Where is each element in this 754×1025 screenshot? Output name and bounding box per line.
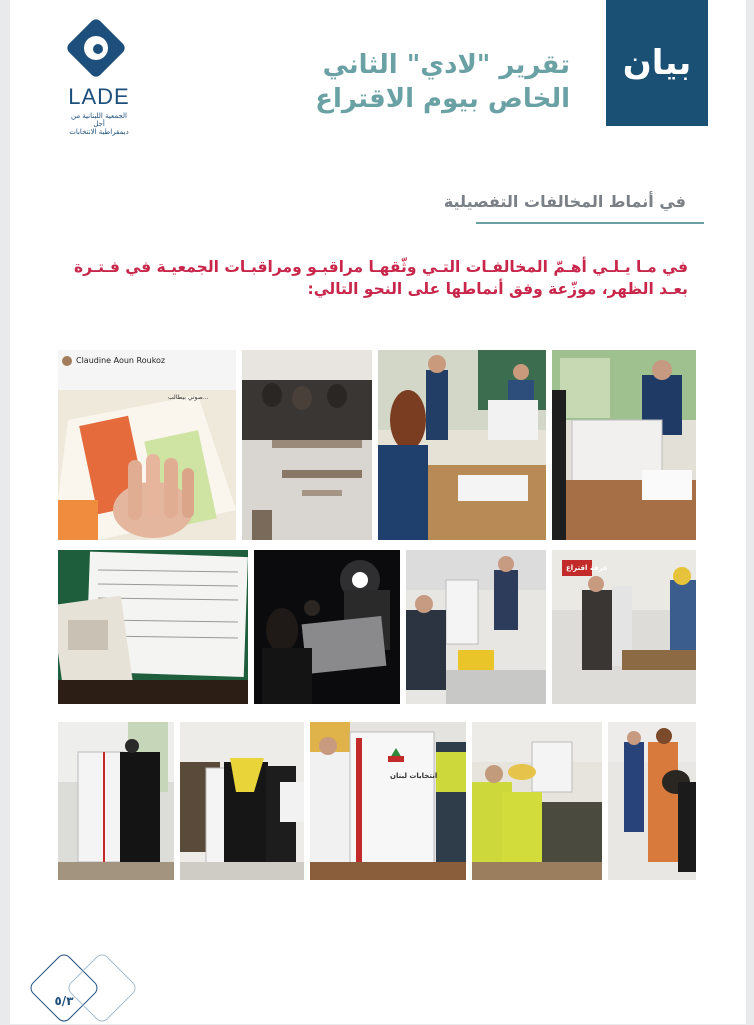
section-divider: [476, 222, 704, 224]
photo-ballot-box-table: [552, 350, 696, 540]
photo-booth-yellow-scarf: [180, 722, 304, 880]
facebook-username: Claudine Aoun Roukoz: [76, 356, 166, 365]
photo-booth-lebanon-elections: [310, 722, 466, 880]
vote-room-sign: غرفة اقتراع: [566, 564, 608, 572]
observers-vests-illustration: [472, 722, 602, 880]
ballot-box-illustration: [552, 350, 696, 540]
page: [10, 0, 746, 1024]
photo-id-document: [58, 550, 248, 704]
report-title-line1: تقرير "لادي" الثاني: [322, 50, 570, 80]
vote-room-illustration: [552, 550, 696, 704]
photo-facebook-ballot: [58, 350, 236, 540]
photo-booth-woman-bag: [608, 722, 696, 880]
photo-booth-woman: [58, 722, 174, 880]
logo-tagline-line2: ديمقراطية الانتخابات: [69, 128, 129, 136]
photo-dark-room-lamp: [254, 550, 400, 704]
photo-vote-room-sign: [552, 550, 696, 704]
lade-logo: [66, 20, 138, 136]
booth-label: انتخابات لبنان: [390, 772, 438, 780]
observers-table-illustration: [378, 350, 546, 540]
ballot-photo-illustration: [58, 350, 236, 540]
booth-bag-illustration: [608, 722, 696, 880]
logo-tagline: [66, 112, 132, 136]
page-number: ٥/٣: [54, 994, 74, 1008]
photo-polling-hall: [242, 350, 372, 540]
booth-woman-illustration: [58, 722, 174, 880]
intro-paragraph: في مـا يـلـي أهـمّ المخالفـات التـي وثّقهـا مراقبـو ومراقبـات الجمعيـة في فـتـرة بعـد الظهر، موزّعة وفق أنماطها على النحو التالي:: [74, 258, 688, 298]
logo-word: LADE: [68, 84, 130, 109]
report-title-line2: الخاص بيوم الاقتراع: [315, 84, 570, 114]
logo-tagline-line1: الجمعية اللبنانية من أجل: [71, 112, 127, 128]
id-document-illustration: [58, 550, 248, 704]
booth-elections-illustration: [310, 722, 466, 880]
dark-room-illustration: [254, 550, 400, 704]
yellow-box-illustration: [406, 550, 546, 704]
logo-pupil-icon: [93, 44, 103, 54]
booth-scarf-illustration: [180, 722, 304, 880]
statement-badge: بيان: [606, 0, 708, 126]
report-title: [240, 48, 570, 116]
polling-hall-illustration: [242, 350, 372, 540]
page-number-frame-outline: [65, 951, 139, 1025]
photo-observers-vests: [472, 722, 602, 880]
section-heading: في أنماط المخالفات التفصيلية: [443, 192, 686, 211]
ballot-caption: صوتي بيطالب...: [168, 394, 209, 401]
photo-observers-at-table: [378, 350, 546, 540]
photo-observers-yellow-box: [406, 550, 546, 704]
